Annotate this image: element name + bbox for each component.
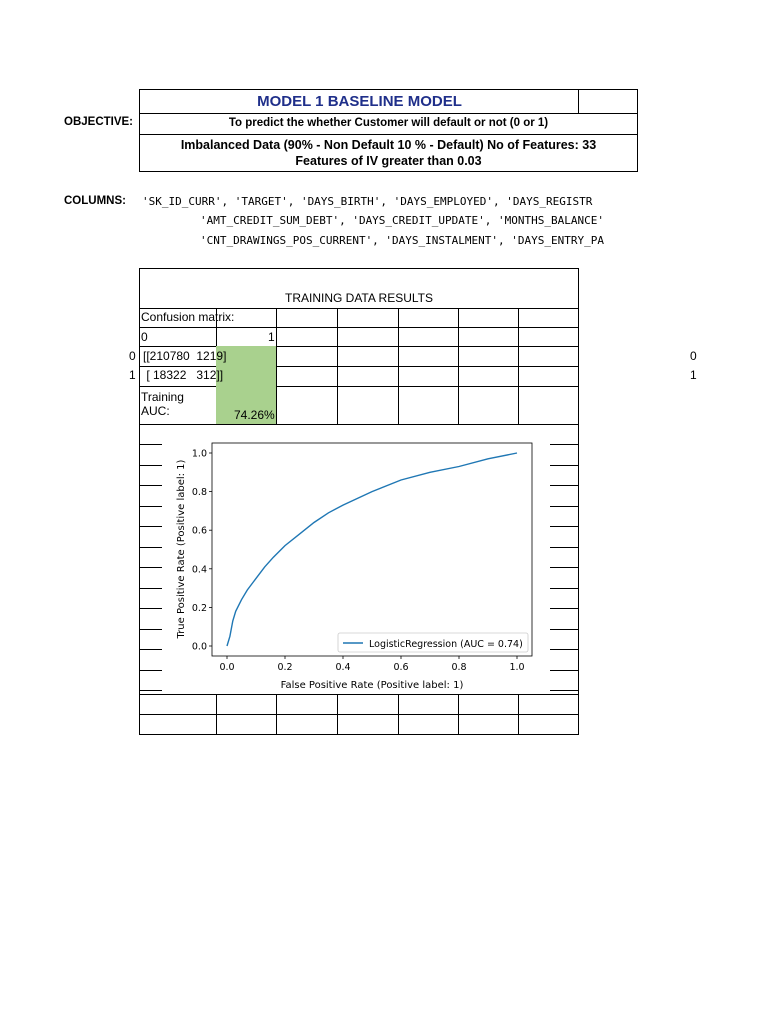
grid-vline xyxy=(216,694,217,734)
training-title: TRAINING DATA RESULTS xyxy=(284,291,434,305)
grid-vline xyxy=(337,309,338,424)
x-tick-label: 0.4 xyxy=(335,662,351,673)
header-box xyxy=(139,89,638,172)
y-tick-label: 0.8 xyxy=(191,487,207,499)
grid-stub xyxy=(140,506,162,507)
columns-line-1: 'SK_ID_CURR', 'TARGET', 'DAYS_BIRTH', 'DAYS_EMPLOYED', 'DAYS_REGISTR xyxy=(142,195,593,208)
auc-value: 74.26% xyxy=(234,408,275,422)
grid-stub xyxy=(550,526,578,527)
grid-stub xyxy=(140,465,162,466)
y-tick-label: 0.6 xyxy=(191,525,207,537)
y-axis-label: True Positive Rate (Positive label: 1) xyxy=(176,459,187,639)
grid-stub xyxy=(550,670,578,671)
grid-stub xyxy=(550,465,578,466)
right-row-1-label: 1 xyxy=(690,368,697,382)
x-tick-label: 0.6 xyxy=(393,662,409,673)
y-tick-label: 0.2 xyxy=(191,602,207,614)
col-0-label: 0 xyxy=(141,330,148,344)
grid-stub xyxy=(550,444,578,445)
grid-stub xyxy=(140,629,162,630)
auc-label-line-2: AUC: xyxy=(141,404,170,418)
y-tick-label: 0.4 xyxy=(191,564,207,576)
matrix-row-1: [ 18322 312]] xyxy=(143,368,224,382)
confusion-label: Confusion matrix: xyxy=(141,310,235,324)
grid-stub xyxy=(140,649,162,650)
grid-stub xyxy=(140,670,162,671)
grid-stub xyxy=(550,608,578,609)
grid-stub xyxy=(140,547,162,548)
grid-stub xyxy=(140,567,162,568)
grid-stub xyxy=(550,485,578,486)
grid-stub xyxy=(550,547,578,548)
grid-stub xyxy=(550,567,578,568)
training-title-row xyxy=(140,269,578,309)
auc-label xyxy=(141,390,184,418)
grid-vline xyxy=(518,694,519,734)
legend xyxy=(338,633,528,652)
objective-label: OBJECTIVE: xyxy=(64,116,134,128)
grid-stub xyxy=(140,526,162,527)
columns-line-3: 'CNT_DRAWINGS_POS_CURRENT', 'DAYS_INSTALMENT', 'DAYS_ENTRY_PA xyxy=(200,234,604,247)
x-tick-label: 0.2 xyxy=(277,662,293,673)
roc-chart xyxy=(163,438,549,694)
col-1-label: 1 xyxy=(268,330,275,344)
grid-stub xyxy=(550,506,578,507)
columns-line-2: 'AMT_CREDIT_SUM_DEBT', 'DAYS_CREDIT_UPDATE', 'MONTHS_BALANCE' xyxy=(200,214,604,227)
grid-hline xyxy=(140,386,578,387)
grid-vline xyxy=(337,694,338,734)
title-row xyxy=(140,90,637,114)
columns-label: COLUMNS: xyxy=(64,195,126,207)
grid-vline xyxy=(398,309,399,424)
y-tick-label: 0.0 xyxy=(191,641,207,653)
grid-hline xyxy=(140,346,578,347)
right-row-0-label: 0 xyxy=(690,349,697,363)
grid-stub xyxy=(550,629,578,630)
grid-vline xyxy=(518,309,519,424)
objective-text: To predict the whether Customer will default or not (0 or 1) xyxy=(228,117,549,129)
grid-stub xyxy=(140,485,162,486)
grid-stub xyxy=(140,608,162,609)
data-line-2: Features of IV greater than 0.03 xyxy=(295,154,482,168)
legend-entry: LogisticRegression (AUC = 0.74) xyxy=(369,639,523,650)
grid-vline xyxy=(458,694,459,734)
grid-stub xyxy=(140,444,162,445)
grid-hline xyxy=(140,366,578,367)
grid-stub xyxy=(550,588,578,589)
matrix-row-0: [[210780 1219] xyxy=(143,349,227,363)
grid-stub xyxy=(140,690,162,691)
grid-vline xyxy=(458,309,459,424)
grid-hline xyxy=(140,714,578,715)
plot-area xyxy=(212,443,532,656)
y-tick-label: 1.0 xyxy=(191,448,207,460)
page-title: MODEL 1 BASELINE MODEL xyxy=(257,93,462,110)
auc-label-line-1: Training xyxy=(141,390,184,404)
x-tick-label: 0.8 xyxy=(451,662,467,673)
data-line-1: Imbalanced Data (90% - Non Default 10 % - Default) No of Features: 33 xyxy=(180,138,597,152)
grid-vline xyxy=(398,694,399,734)
grid-stub xyxy=(140,588,162,589)
title-divider xyxy=(578,90,579,113)
x-axis-label: False Positive Rate (Positive label: 1) xyxy=(280,680,464,691)
x-tick-label: 0.0 xyxy=(219,662,235,673)
grid-hline xyxy=(140,694,578,695)
grid-vline xyxy=(276,309,277,424)
grid-hline xyxy=(140,327,578,328)
roc-chart-svg xyxy=(163,438,549,694)
grid-vline xyxy=(276,694,277,734)
x-tick-label: 1.0 xyxy=(509,662,525,673)
grid-stub xyxy=(550,649,578,650)
data-description xyxy=(140,137,637,169)
row-1-label: 1 xyxy=(129,368,136,382)
grid-stub xyxy=(550,690,578,691)
grid-hline xyxy=(140,424,578,425)
objective-row xyxy=(140,114,637,135)
row-0-label: 0 xyxy=(129,349,136,363)
